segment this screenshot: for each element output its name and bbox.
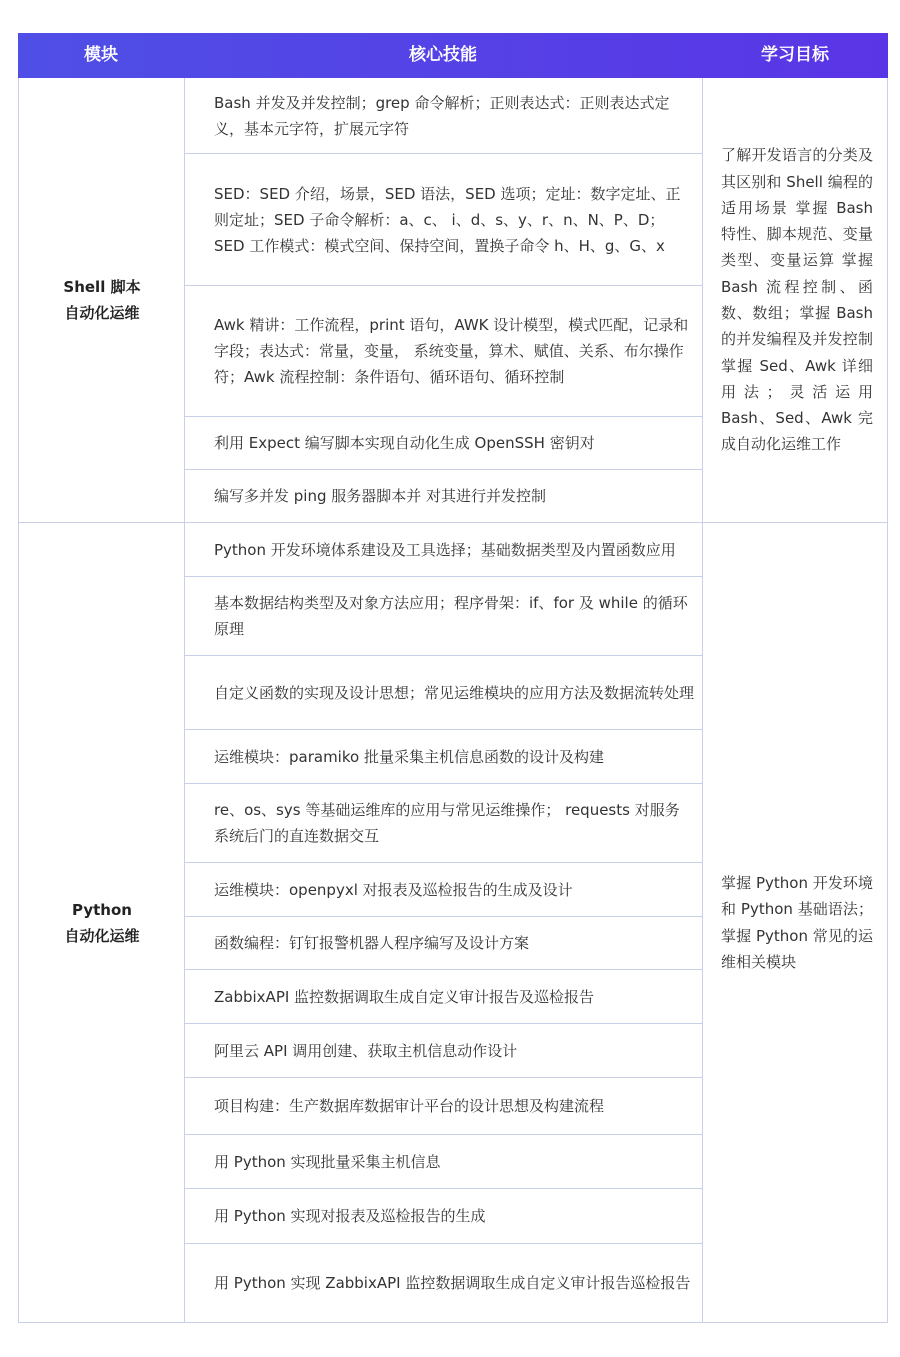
skill-text: 利用 Expect 编写脚本实现自动化生成 OpenSSH 密钥对 — [214, 434, 595, 452]
table-header — [18, 33, 888, 78]
skill-text: 运维模块：openpyxl 对报表及巡检报告的生成及设计 — [214, 880, 573, 899]
skill-cell — [214, 286, 694, 416]
skill-text: Awk 精讲：工作流程，print 语句，AWK 设计模型，模式匹配，记录和字段；表达式：常量，变量， 系统变量，算术、赋值、关系、布尔操作符；Awk 流程控制：条件语句、循环语句、循环控制 — [214, 316, 689, 386]
skill-cell — [214, 1078, 694, 1134]
skill-cell — [214, 863, 694, 916]
goal-text: 了解开发语言的分类及其区别和 Shell 编程的适用场景 掌握 Bash 特性、脚本规范、变量类型、变量运算 掌握 Bash 流程控制、函数、数组；掌握 Bash 的并发编程及并发控制 掌握 Sed、Awk 详细用法；灵活运用 Bash、Sed、Awk 完成自动化运维工作 — [721, 146, 873, 454]
skill-cell — [214, 1244, 694, 1322]
skill-text: 自定义函数的实现及设计思想；常见运维模块的应用方法及数据流转处理 — [214, 683, 695, 702]
skill-cell — [214, 656, 694, 729]
skill-cell — [214, 577, 694, 655]
skill-text: 基本数据结构类型及对象方法应用；程序骨架：if、for 及 while 的循环原理 — [214, 594, 688, 638]
skill-cell — [214, 78, 694, 153]
module-subtitle: 自动化运维 — [64, 304, 140, 322]
header-skills: 核心技能 — [409, 45, 477, 65]
module-title: Shell 脚本 — [63, 278, 141, 296]
goal-cell-shell — [721, 78, 873, 522]
skill-cell — [214, 1135, 694, 1188]
skill-cell — [214, 730, 694, 783]
skill-text: 用 Python 实现对报表及巡检报告的生成 — [214, 1207, 486, 1225]
skill-cell — [214, 784, 694, 862]
table-body — [18, 78, 888, 1323]
module-cell-python — [19, 523, 185, 1322]
skill-text: 用 Python 实现批量采集主机信息 — [214, 1152, 441, 1171]
skill-text: 函数编程：钉钉报警机器人程序编写及设计方案 — [214, 934, 530, 952]
skill-text: 运维模块：paramiko 批量采集主机信息函数的设计及构建 — [214, 747, 604, 766]
skill-text: 项目构建：生产数据库数据审计平台的设计思想及构建流程 — [214, 1097, 605, 1115]
skill-cell — [214, 1024, 694, 1077]
skill-text: 用 Python 实现 ZabbixAPI 监控数据调取生成自定义审计报告巡检报告 — [214, 1274, 691, 1292]
module-subtitle: 自动化运维 — [64, 926, 140, 945]
skill-text: Bash 并发及并发控制；grep 命令解析；正则表达式：正则表达式定义，基本元字符，扩展元字符 — [214, 93, 670, 138]
curriculum-table — [18, 33, 888, 1324]
column-divider — [702, 78, 703, 1322]
goal-cell-python — [721, 523, 873, 1322]
skill-cell — [214, 523, 694, 576]
header-goals: 学习目标 — [761, 45, 829, 65]
skill-text: 阿里云 API 调用创建、获取主机信息动作设计 — [214, 1041, 518, 1060]
skill-cell — [214, 1189, 694, 1243]
skill-cell — [214, 917, 694, 969]
skill-cell — [214, 417, 694, 469]
goal-text: 掌握 Python 开发环境和 Python 基础语法；掌握 Python 常见的运维相关模块 — [721, 873, 873, 971]
skill-cell — [214, 470, 694, 522]
skill-text: ZabbixAPI 监控数据调取生成自定义审计报告及巡检报告 — [214, 987, 595, 1006]
skill-text: SED：SED 介绍，场景，SED 语法，SED 选项；定址：数字定址、正则定址；SED 子命令解析：a、c、 i、d、s、y、r、n、N、P、D；SED 工作模式：模式空间、保持空间，置换子命令 h、H、g、G、x — [214, 184, 681, 255]
skill-text: Python 开发环境体系建设及工具选择；基础数据类型及内置函数应用 — [214, 540, 676, 559]
header-module: 模块 — [84, 45, 118, 65]
skill-text: re、os、sys 等基础运维库的应用与常见运维操作； requests 对服务系统后门的直连数据交互 — [214, 801, 680, 845]
skill-text: 编写多并发 ping 服务器脚本并 对其进行并发控制 — [214, 487, 547, 505]
module-cell-shell — [19, 78, 185, 522]
skill-cell — [214, 154, 694, 285]
skill-cell — [214, 970, 694, 1023]
module-title: Python — [72, 900, 132, 919]
